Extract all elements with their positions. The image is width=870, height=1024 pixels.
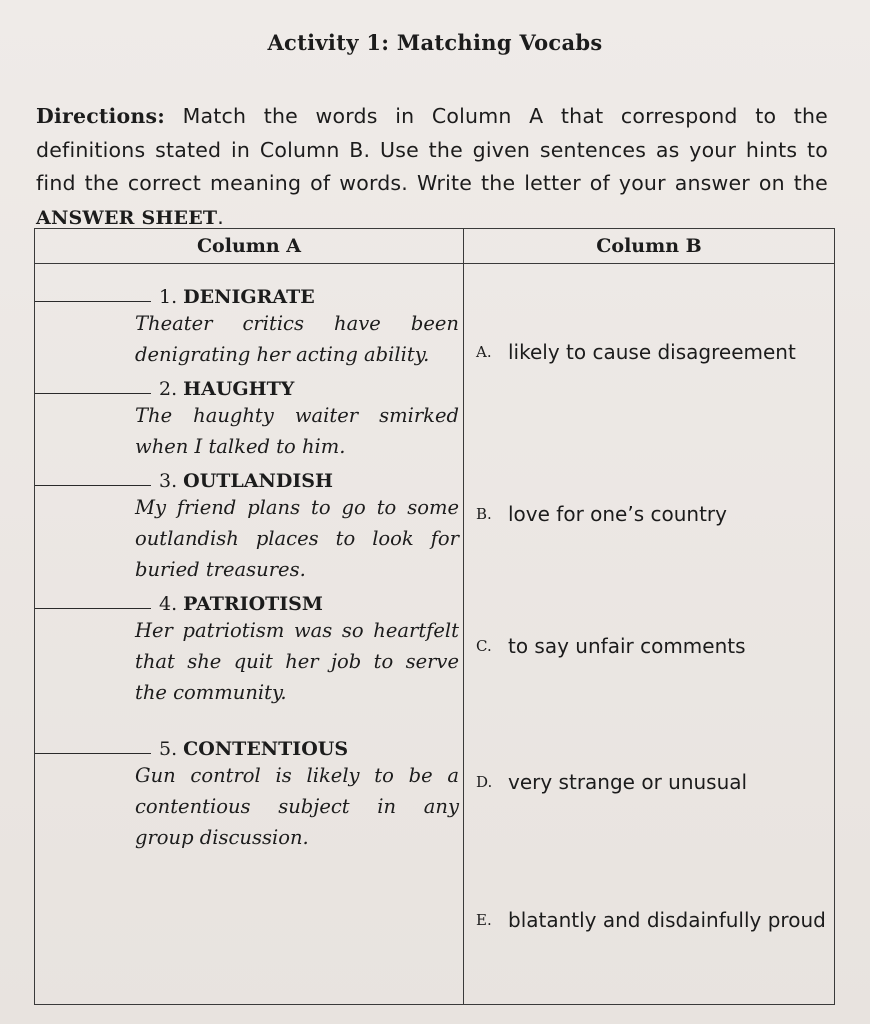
column-a-header: Column A (35, 229, 464, 264)
definition-option (464, 630, 836, 662)
item-number: 2. (159, 378, 178, 400)
definition-option (464, 904, 836, 936)
answer-blank[interactable] (35, 392, 151, 394)
item-number: 5. (159, 738, 178, 760)
answer-blank[interactable] (35, 607, 151, 609)
matching-table (34, 228, 835, 1005)
vocab-item (35, 370, 463, 462)
definition-option (464, 498, 836, 530)
option-letter: D. (476, 773, 493, 791)
column-b-header: Column B (464, 229, 835, 264)
vocab-word: HAUGHTY (183, 378, 295, 400)
definition-option (464, 766, 836, 798)
activity-title: Activity 1: Matching Vocabs (267, 30, 603, 55)
option-letter: B. (476, 505, 492, 523)
answer-blank[interactable] (35, 300, 151, 302)
item-number: 4. (159, 593, 178, 615)
example-sentence: The haughty waiter smirked when I talked to him. (135, 404, 459, 458)
column-b-cell (464, 264, 835, 1005)
vocab-item (35, 585, 463, 708)
example-sentence: Gun control is likely to be a contentious subject in any group discussion. (135, 764, 459, 849)
answer-blank[interactable] (35, 484, 151, 486)
item-number: 1. (159, 286, 178, 308)
vocab-item (35, 278, 463, 370)
example-sentence: Theater critics have been denigrating her acting ability. (135, 312, 459, 366)
example-sentence: My friend plans to go to some outlandish places to look for buried treasures. (135, 496, 459, 581)
option-letter: C. (476, 637, 492, 655)
directions-paragraph (36, 100, 828, 235)
vocab-item (35, 462, 463, 585)
vocab-word: CONTENTIOUS (183, 738, 349, 760)
item-number: 3. (159, 470, 178, 492)
vocab-word: DENIGRATE (183, 286, 315, 308)
vocab-word: OUTLANDISH (183, 470, 333, 492)
vocab-word: PATRIOTISM (183, 593, 323, 615)
directions-text: Match the words in Column A that correspond to the definitions stated in Column B. Use the given sentences as your hints to find the correct meaning of words. Write the letter of your answer on the (36, 104, 828, 195)
option-letter: A. (476, 343, 492, 361)
vocab-item (35, 730, 463, 853)
definition-text: love for one’s country (508, 502, 727, 526)
definition-text: to say unfair comments (508, 634, 746, 658)
directions-end: . (217, 204, 224, 229)
answer-blank[interactable] (35, 752, 151, 754)
column-a-cell (35, 264, 464, 1005)
answer-sheet-emphasis: ANSWER SHEET (36, 206, 218, 229)
definition-option (464, 336, 836, 368)
option-letter: E. (476, 911, 492, 929)
definition-text: very strange or unusual (508, 770, 748, 794)
example-sentence: Her patriotism was so heartfelt that she quit her job to serve the community. (135, 619, 459, 704)
directions-label: Directions: (36, 104, 166, 128)
definition-text: blatantly and disdainfully proud (508, 908, 826, 932)
definition-text: likely to cause disagreement (508, 340, 796, 364)
